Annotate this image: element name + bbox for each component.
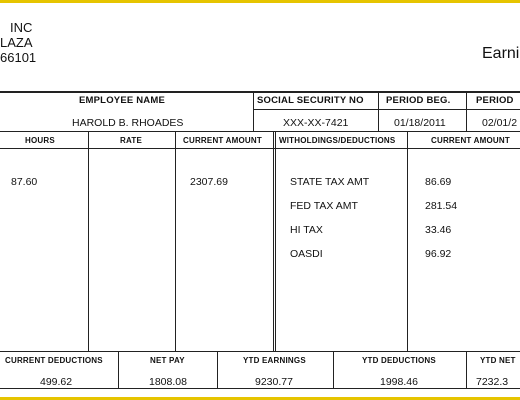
- column-divider: [88, 131, 89, 351]
- employee-section-top-rule: [0, 91, 520, 93]
- deduction-amount: 281.54: [425, 200, 458, 212]
- hours-value: 87.60: [11, 176, 38, 188]
- column-divider: [275, 131, 276, 351]
- company-zip: 66101: [0, 50, 37, 65]
- employee-name-header: EMPLOYEE NAME: [79, 95, 165, 106]
- deduction-label: OASDI: [290, 248, 323, 260]
- company-address: [0, 20, 36, 65]
- totals-bottom-rule: [0, 388, 520, 389]
- rate-header: RATE: [120, 136, 142, 145]
- ytd-deductions-header: YTD DEDUCTIONS: [362, 356, 436, 365]
- company-street: LAZA: [0, 35, 33, 50]
- current-deductions-header: CURRENT DEDUCTIONS: [5, 356, 103, 365]
- deduction-label: STATE TAX AMT: [290, 176, 370, 188]
- employee-name-value: HAROLD B. RHOADES: [72, 117, 184, 129]
- current-amount-header: CURRENT AMOUNT: [183, 136, 262, 145]
- document-title: Earni: [482, 45, 520, 62]
- period-end-header: PERIOD: [476, 95, 514, 106]
- divider: [466, 91, 467, 131]
- deduction-amount: 96.92: [425, 248, 452, 260]
- totals-divider: [118, 351, 119, 388]
- deduction-label: FED TAX AMT: [290, 200, 358, 212]
- ytd-earnings-value: 9230.77: [255, 376, 293, 388]
- totals-divider: [466, 351, 467, 388]
- ytd-net-value: 7232.3: [476, 376, 509, 388]
- current-amount-value: 2307.69: [190, 176, 228, 188]
- divider: [378, 91, 379, 131]
- totals-divider: [217, 351, 218, 388]
- ytd-earnings-header: YTD EARNINGS: [243, 356, 306, 365]
- net-pay-value: 1808.08: [149, 376, 187, 388]
- withholdings-header: WITHOLDINGS/DEDUCTIONS: [279, 136, 396, 145]
- ssn-value: XXX-XX-7421: [283, 117, 349, 129]
- net-pay-header: NET PAY: [150, 356, 185, 365]
- company-name: INC: [10, 20, 33, 35]
- column-divider: [175, 131, 176, 351]
- ytd-deductions-value: 1998.46: [380, 376, 418, 388]
- divider: [253, 91, 254, 131]
- totals-divider: [333, 351, 334, 388]
- hours-header: HOURS: [25, 136, 55, 145]
- current-deductions-value: 499.62: [40, 376, 73, 388]
- deduction-amount-header: CURRENT AMOUNT: [431, 136, 510, 145]
- period-beg-header: PERIOD BEG.: [386, 95, 451, 106]
- ssn-header: SOCIAL SECURITY NO: [257, 95, 364, 106]
- totals-top-rule: [0, 351, 520, 352]
- divider: [253, 109, 520, 110]
- column-divider: [407, 131, 408, 351]
- employee-section-bottom-rule: [0, 131, 520, 132]
- earnings-header-rule: [0, 148, 520, 149]
- deduction-amount: 86.69: [425, 176, 452, 188]
- period-end-value: 02/01/2: [482, 117, 518, 129]
- ytd-net-header: YTD NET: [480, 356, 516, 365]
- deduction-amount: 33.46: [425, 224, 452, 236]
- column-divider: [273, 131, 274, 351]
- period-beg-value: 01/18/2011: [394, 117, 446, 129]
- deduction-label: HI TAX: [290, 224, 323, 236]
